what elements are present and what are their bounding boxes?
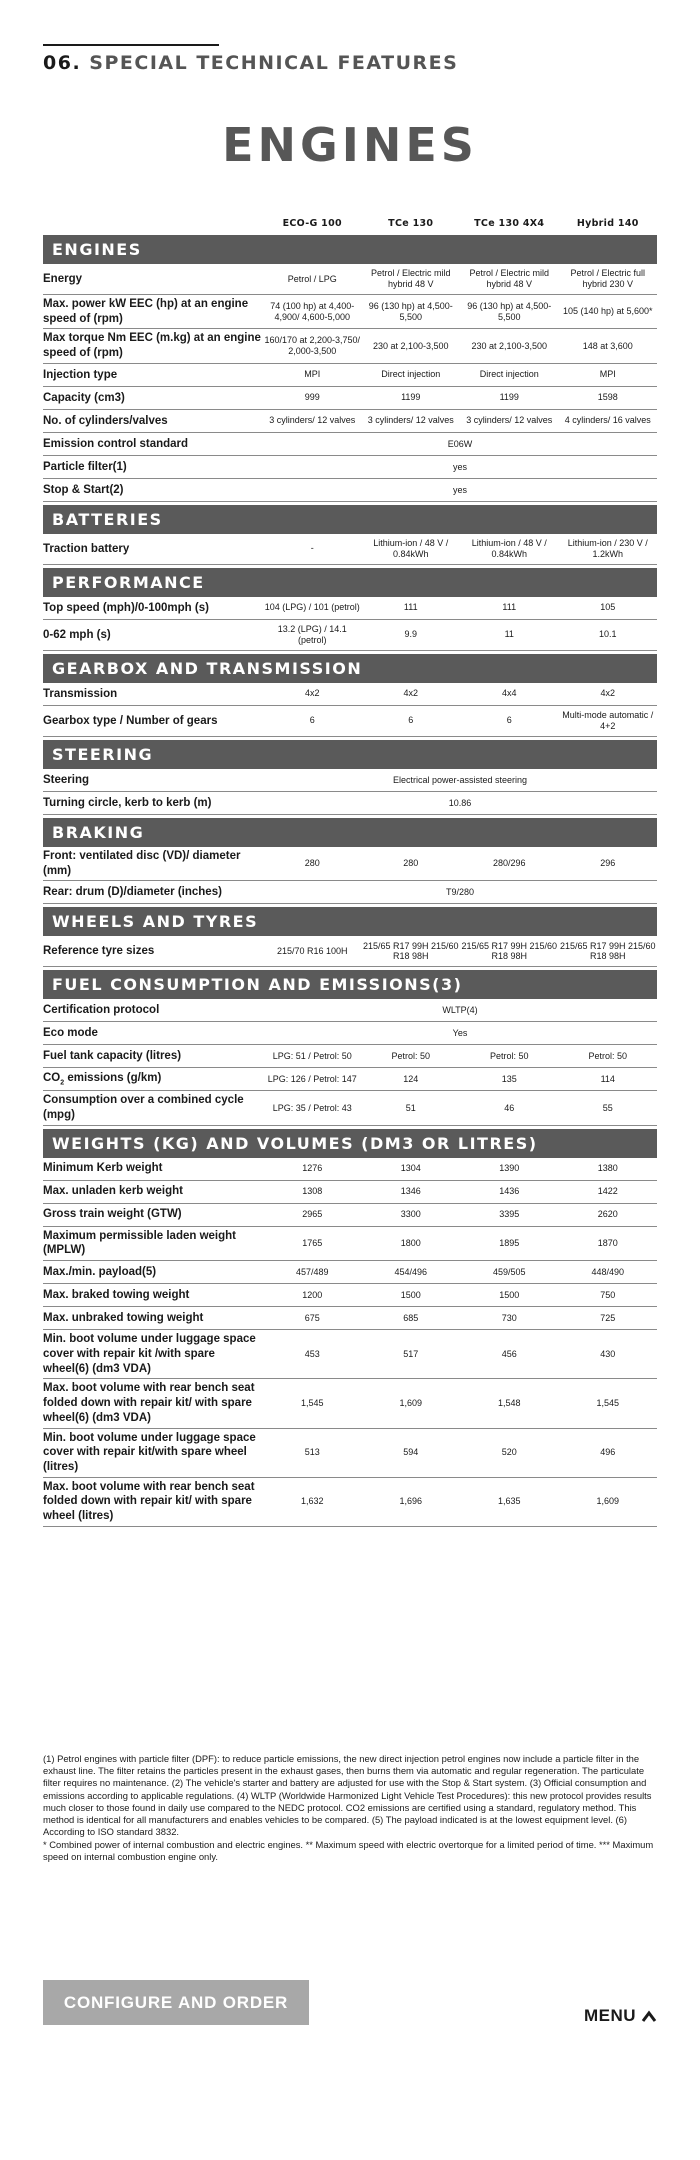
page-title: ENGINES bbox=[222, 118, 478, 172]
spec-value: yes bbox=[452, 484, 467, 495]
spec-value: WLTP(4) bbox=[442, 1005, 478, 1016]
spec-row bbox=[43, 1284, 657, 1307]
spec-label: Min. boot volume under luggage space cover with repair kit/with spare wheel (litres) bbox=[43, 1431, 256, 1473]
spec-value: 1,696 bbox=[399, 1496, 423, 1507]
spec-value: 96 (130 hp) at 4,500-5,500 bbox=[368, 300, 453, 322]
spec-value: LPG: 35 / Petrol: 43 bbox=[272, 1102, 352, 1113]
spec-value: 13.2 (LPG) / 14.1 (petrol) bbox=[277, 624, 347, 645]
spec-value: 999 bbox=[304, 392, 320, 403]
spec-value: 160/170 at 2,200-3,750/ 2,000-3,500 bbox=[264, 335, 361, 357]
spec-value: 111 bbox=[502, 602, 517, 613]
spec-value: 1895 bbox=[499, 1238, 520, 1249]
spec-value: 1,609 bbox=[399, 1398, 423, 1409]
spec-value: 1500 bbox=[499, 1289, 520, 1300]
spec-label: Max. boot volume with rear bench seat folded down with repair kit/ with spare wheel(6) (dm3 VDA) bbox=[43, 1382, 255, 1424]
spec-value: Petrol / Electric mild hybrid 48 V bbox=[469, 268, 550, 289]
spec-label: Max torque Nm EEC (m.kg) at an engine speed of (rpm) bbox=[43, 332, 261, 360]
spec-value: 1598 bbox=[597, 392, 618, 403]
column-headers bbox=[43, 214, 657, 232]
section-band: WHEELS AND TYRES bbox=[43, 907, 657, 936]
spec-label: Eco mode bbox=[43, 1026, 98, 1039]
spec-row bbox=[43, 597, 657, 620]
spec-value: 280 bbox=[403, 858, 419, 869]
spec-row bbox=[43, 1045, 657, 1068]
spec-label: Injection type bbox=[43, 368, 118, 381]
spec-value: LPG: 126 / Petrol: 147 bbox=[267, 1073, 357, 1084]
spec-label: Front: ventilated disc (VD)/ diameter (mm) bbox=[43, 849, 241, 877]
spec-row bbox=[43, 683, 657, 706]
spec-value: 1,545 bbox=[596, 1398, 620, 1409]
spec-label: Traction battery bbox=[43, 542, 130, 555]
spec-label: $CO_2$ emissions (g/km) bbox=[43, 1071, 162, 1086]
spec-row bbox=[43, 1330, 657, 1379]
spec-row bbox=[43, 847, 657, 881]
spec-value: 296 bbox=[600, 858, 616, 869]
spec-label: Consumption over a combined cycle (mpg) bbox=[43, 1094, 244, 1122]
spec-label: Steering bbox=[43, 773, 90, 786]
spec-row bbox=[43, 1227, 657, 1261]
spec-value: 6 bbox=[309, 715, 315, 726]
spec-label: Certification protocol bbox=[43, 1003, 160, 1016]
spec-label: Maximum permissible laden weight (MPLW) bbox=[43, 1229, 236, 1257]
spec-value: 1,635 bbox=[497, 1496, 521, 1507]
spec-value: Direct injection bbox=[381, 369, 441, 380]
section-title: SPECIAL TECHNICAL FEATURES bbox=[89, 52, 459, 74]
spec-value: 1390 bbox=[499, 1163, 520, 1174]
spec-label: Fuel tank capacity (litres) bbox=[43, 1049, 182, 1062]
spec-value: E06W bbox=[447, 438, 473, 449]
spec-value: 448/490 bbox=[591, 1266, 625, 1277]
spec-value: 520 bbox=[501, 1447, 517, 1458]
spec-label: Max. unladen kerb weight bbox=[43, 1185, 183, 1198]
spec-label: Turning circle, kerb to kerb (m) bbox=[43, 796, 212, 809]
spec-value: 1,548 bbox=[497, 1398, 521, 1409]
spec-value: 215/65 R17 99H 215/60 R18 98H bbox=[559, 940, 656, 962]
spec-row bbox=[43, 456, 657, 479]
spec-label: Max./min. payload(5) bbox=[43, 1265, 157, 1278]
section-number: 06. bbox=[43, 52, 82, 74]
menu-button[interactable] bbox=[584, 2006, 657, 2026]
spec-value: 135 bbox=[501, 1073, 517, 1084]
spec-value: 1,632 bbox=[300, 1496, 324, 1507]
spec-label: Stop & Start(2) bbox=[43, 483, 124, 496]
spec-label: Reference tyre sizes bbox=[43, 944, 155, 957]
spec-value: 2620 bbox=[597, 1209, 618, 1220]
spec-value: 1200 bbox=[302, 1289, 323, 1300]
spec-value: 3 cylinders/ 12 valves bbox=[466, 415, 553, 426]
section-band: STEERING bbox=[43, 740, 657, 769]
spec-row bbox=[43, 1091, 657, 1125]
spec-value: 230 at 2,100-3,500 bbox=[372, 340, 449, 351]
configure-and-order-button[interactable]: CONFIGURE AND ORDER bbox=[43, 1980, 309, 2025]
footnote-text: * Combined power of internal combustion and electric engines. ** Maximum speed with electric overtorque for a limited period of time. *** Maximum speed on internal combustion engine only. bbox=[43, 1838, 654, 1862]
spec-label: Max. power kW EEC (hp) at an engine speed of (rpm) bbox=[43, 298, 249, 325]
spec-label: Rear: drum (D)/diameter (inches) bbox=[43, 885, 222, 898]
spec-value: 459/505 bbox=[492, 1266, 526, 1277]
spec-value: 1199 bbox=[499, 392, 519, 403]
spec-value: 51 bbox=[405, 1102, 416, 1113]
spec-value: 1304 bbox=[400, 1163, 421, 1174]
header-rule bbox=[43, 44, 219, 46]
spec-value: 513 bbox=[304, 1447, 320, 1458]
footnotes bbox=[43, 1753, 657, 1863]
spec-value: Petrol: 50 bbox=[588, 1050, 628, 1061]
spec-value: 725 bbox=[600, 1312, 616, 1323]
spec-value: 96 (130 hp) at 4,500-5,500 bbox=[467, 300, 552, 322]
spec-row bbox=[43, 936, 657, 967]
spec-value: Yes bbox=[452, 1028, 468, 1039]
spec-value: Petrol / LPG bbox=[287, 273, 337, 284]
section-band: BATTERIES bbox=[43, 505, 657, 534]
spec-value: 1199 bbox=[401, 392, 421, 403]
spec-value: 1380 bbox=[597, 1163, 618, 1174]
spec-value: 1346 bbox=[400, 1186, 421, 1197]
spec-row bbox=[43, 329, 657, 363]
section-heading bbox=[43, 52, 458, 74]
spec-row bbox=[43, 1181, 657, 1204]
spec-value: 215/65 R17 99H 215/60 R18 98H bbox=[461, 940, 558, 962]
spec-value: 496 bbox=[600, 1447, 616, 1458]
column-header: TCe 130 bbox=[388, 217, 434, 229]
spec-row bbox=[43, 387, 657, 410]
spec-row bbox=[43, 1478, 657, 1527]
spec-value: 1276 bbox=[302, 1163, 323, 1174]
spec-row bbox=[43, 1379, 657, 1428]
spec-value: 1,609 bbox=[596, 1496, 620, 1507]
section-band: BRAKING bbox=[43, 818, 657, 847]
spec-label: 0-62 mph (s) bbox=[43, 628, 111, 641]
spec-label: Max. boot volume with rear bench seat folded down with repair kit/ with spare wheel (litres) bbox=[43, 1480, 255, 1523]
spec-value: 1870 bbox=[597, 1238, 618, 1249]
section-band: PERFORMANCE bbox=[43, 568, 657, 597]
spec-value: 215/65 R17 99H 215/60 R18 98H bbox=[362, 940, 459, 962]
spec-label: Max. braked towing weight bbox=[43, 1288, 190, 1301]
spec-value: 750 bbox=[600, 1289, 616, 1300]
spec-value: 457/489 bbox=[295, 1266, 329, 1277]
spec-row bbox=[43, 620, 657, 651]
spec-label: Capacity (cm3) bbox=[43, 391, 125, 404]
section-band: GEARBOX AND TRANSMISSION bbox=[43, 654, 657, 683]
spec-value: Petrol: 50 bbox=[391, 1050, 431, 1061]
spec-value: 430 bbox=[600, 1348, 616, 1359]
spec-value: 11 bbox=[504, 629, 514, 640]
section-band: WEIGHTS (KG) AND VOLUMES (DM3 OR LITRES) bbox=[43, 1129, 657, 1158]
spec-value: 730 bbox=[501, 1312, 517, 1323]
specs-table bbox=[43, 214, 657, 1527]
spec-value: 10.86 bbox=[448, 797, 472, 808]
spec-value: 105 (140 hp) at 5,600* bbox=[562, 306, 653, 317]
spec-value: 3300 bbox=[400, 1209, 421, 1220]
footnote-text: (1) Petrol engines with particle filter (DPF): to reduce particle emissions, the new direct injection petrol engines now include a particle filter in the exhaust line. The filter retains the particles present in the exhaust gases, then burns them via automatic and regular regeneration. The particulate filter requires no maintenance. (2) The vehicle's starter and battery are adjusted for use with the Stop & Start system. (3) Official consumption and emissions according to applicable regulations. (4) WLTP (Worldwide Harmonized Light Vehicle Test Procedures): this new protocol provides results much closer to those found in daily use compared to the NEDC protocol. CO2 emissions are certified using a standard, regulatory method. This method is identical for all manufacturers and enables vehicles to be compared. (5) The payload indicated is at the lowest equipment level. (6) According to ISO standard 3832. bbox=[43, 1753, 652, 1838]
spec-value: 114 bbox=[600, 1073, 615, 1084]
spec-row bbox=[43, 410, 657, 433]
spec-value: 454/496 bbox=[394, 1266, 428, 1277]
spec-value: 3395 bbox=[499, 1209, 520, 1220]
column-header: ECO-G 100 bbox=[282, 217, 342, 229]
column-header: TCe 130 4X4 bbox=[474, 217, 545, 229]
spec-row bbox=[43, 1158, 657, 1181]
spec-label: Gross train weight (GTW) bbox=[43, 1208, 182, 1221]
spec-value: 1500 bbox=[400, 1289, 421, 1300]
spec-row bbox=[43, 1204, 657, 1227]
section-band: ENGINES bbox=[43, 235, 657, 264]
spec-value: 124 bbox=[403, 1073, 419, 1084]
spec-value: Direct injection bbox=[479, 369, 539, 380]
spec-value: Lithium-ion / 48 V / 0.84kWh bbox=[373, 538, 449, 559]
spec-value: 148 at 3,600 bbox=[582, 340, 633, 351]
spec-row bbox=[43, 264, 657, 295]
spec-value: 4x2 bbox=[403, 688, 418, 699]
spec-row bbox=[43, 364, 657, 387]
spec-value: 517 bbox=[403, 1348, 419, 1359]
spec-value: 1765 bbox=[302, 1238, 323, 1249]
spec-label: Particle filter(1) bbox=[43, 460, 127, 473]
chevron-up-icon bbox=[641, 2009, 657, 2023]
spec-value: 685 bbox=[403, 1312, 419, 1323]
spec-value: 280/296 bbox=[492, 858, 526, 869]
spec-row bbox=[43, 1022, 657, 1045]
spec-value: Lithium-ion / 48 V / 0.84kWh bbox=[471, 538, 547, 559]
spec-value: Petrol / Electric full hybrid 230 V bbox=[570, 268, 646, 289]
spec-sections bbox=[43, 235, 657, 1527]
spec-row bbox=[43, 534, 657, 565]
spec-row bbox=[43, 1307, 657, 1330]
spec-value: 280 bbox=[304, 858, 320, 869]
column-header: Hybrid 140 bbox=[576, 217, 639, 229]
spec-row bbox=[43, 479, 657, 502]
spec-label: Max. unbraked towing weight bbox=[43, 1311, 204, 1324]
section-band: FUEL CONSUMPTION AND EMISSIONS(3) bbox=[43, 970, 657, 999]
spec-value: Electrical power-assisted steering bbox=[392, 774, 528, 785]
spec-value: 2965 bbox=[302, 1209, 323, 1220]
spec-value: 74 (100 hp) at 4,400-4,900/ 4,600-5,000 bbox=[270, 300, 355, 322]
spec-row bbox=[43, 295, 657, 329]
spec-value: 456 bbox=[501, 1348, 517, 1359]
spec-value: 675 bbox=[304, 1312, 320, 1323]
spec-value: 9.9 bbox=[404, 629, 417, 640]
spec-row bbox=[43, 1068, 657, 1091]
spec-value: 230 at 2,100-3,500 bbox=[471, 340, 548, 351]
spec-value: 1308 bbox=[302, 1186, 323, 1197]
spec-label: Energy bbox=[43, 272, 82, 285]
spec-value: Lithium-ion / 230 V / 1.2kWh bbox=[567, 538, 648, 559]
spec-value: 104 (LPG) / 101 (petrol) bbox=[264, 602, 360, 613]
spec-row bbox=[43, 1429, 657, 1478]
spec-value: 4x4 bbox=[501, 688, 517, 699]
spec-value: 4x2 bbox=[304, 688, 320, 699]
spec-label: Transmission bbox=[43, 687, 118, 700]
spec-value: 111 bbox=[403, 602, 418, 613]
spec-value: 215/70 R16 100H bbox=[276, 945, 348, 956]
spec-label: Minimum Kerb weight bbox=[43, 1162, 163, 1175]
spec-value: Multi-mode automatic / 4+2 bbox=[562, 710, 654, 731]
menu-label: MENU bbox=[583, 2006, 636, 2025]
spec-value: 3 cylinders/ 12 valves bbox=[367, 415, 454, 426]
spec-label: No. of cylinders/valves bbox=[43, 414, 168, 427]
spec-value: 10.1 bbox=[598, 629, 617, 640]
spec-label: Gearbox type / Number of gears bbox=[43, 714, 218, 727]
spec-value: 453 bbox=[304, 1348, 320, 1359]
spec-row bbox=[43, 999, 657, 1022]
spec-value: 6 bbox=[506, 715, 512, 726]
spec-value: 1800 bbox=[400, 1238, 421, 1249]
spec-value: 4x2 bbox=[600, 688, 615, 699]
spec-value: 1436 bbox=[499, 1186, 520, 1197]
spec-value: 1422 bbox=[597, 1186, 618, 1197]
spec-value: - bbox=[310, 543, 314, 554]
spec-row bbox=[43, 881, 657, 904]
spec-row bbox=[43, 769, 657, 792]
spec-row bbox=[43, 706, 657, 737]
spec-value: yes bbox=[452, 461, 467, 472]
spec-value: T9/280 bbox=[445, 887, 475, 898]
spec-row bbox=[43, 433, 657, 456]
spec-value: 3 cylinders/ 12 valves bbox=[269, 415, 356, 426]
spec-value: MPI bbox=[599, 369, 616, 380]
spec-value: 4 cylinders/ 16 valves bbox=[564, 415, 651, 426]
spec-label: Emission control standard bbox=[43, 437, 189, 450]
spec-value: 594 bbox=[403, 1447, 419, 1458]
spec-value: 46 bbox=[504, 1102, 515, 1113]
spec-value: 105 bbox=[600, 602, 616, 613]
spec-label: Min. boot volume under luggage space cover with repair kit /with spare wheel(6) (dm3 VDA) bbox=[43, 1333, 256, 1375]
spec-value: 55 bbox=[602, 1102, 613, 1113]
spec-value: LPG: 51 / Petrol: 50 bbox=[272, 1050, 352, 1061]
spec-value: MPI bbox=[304, 369, 321, 380]
spec-value: 1,545 bbox=[300, 1398, 324, 1409]
spec-row bbox=[43, 792, 657, 815]
spec-value: Petrol: 50 bbox=[489, 1050, 529, 1061]
spec-value: Petrol / Electric mild hybrid 48 V bbox=[370, 268, 451, 289]
spec-label: Top speed (mph)/0-100mph (s) bbox=[43, 601, 209, 614]
spec-row bbox=[43, 1261, 657, 1284]
spec-value: 6 bbox=[408, 715, 414, 726]
